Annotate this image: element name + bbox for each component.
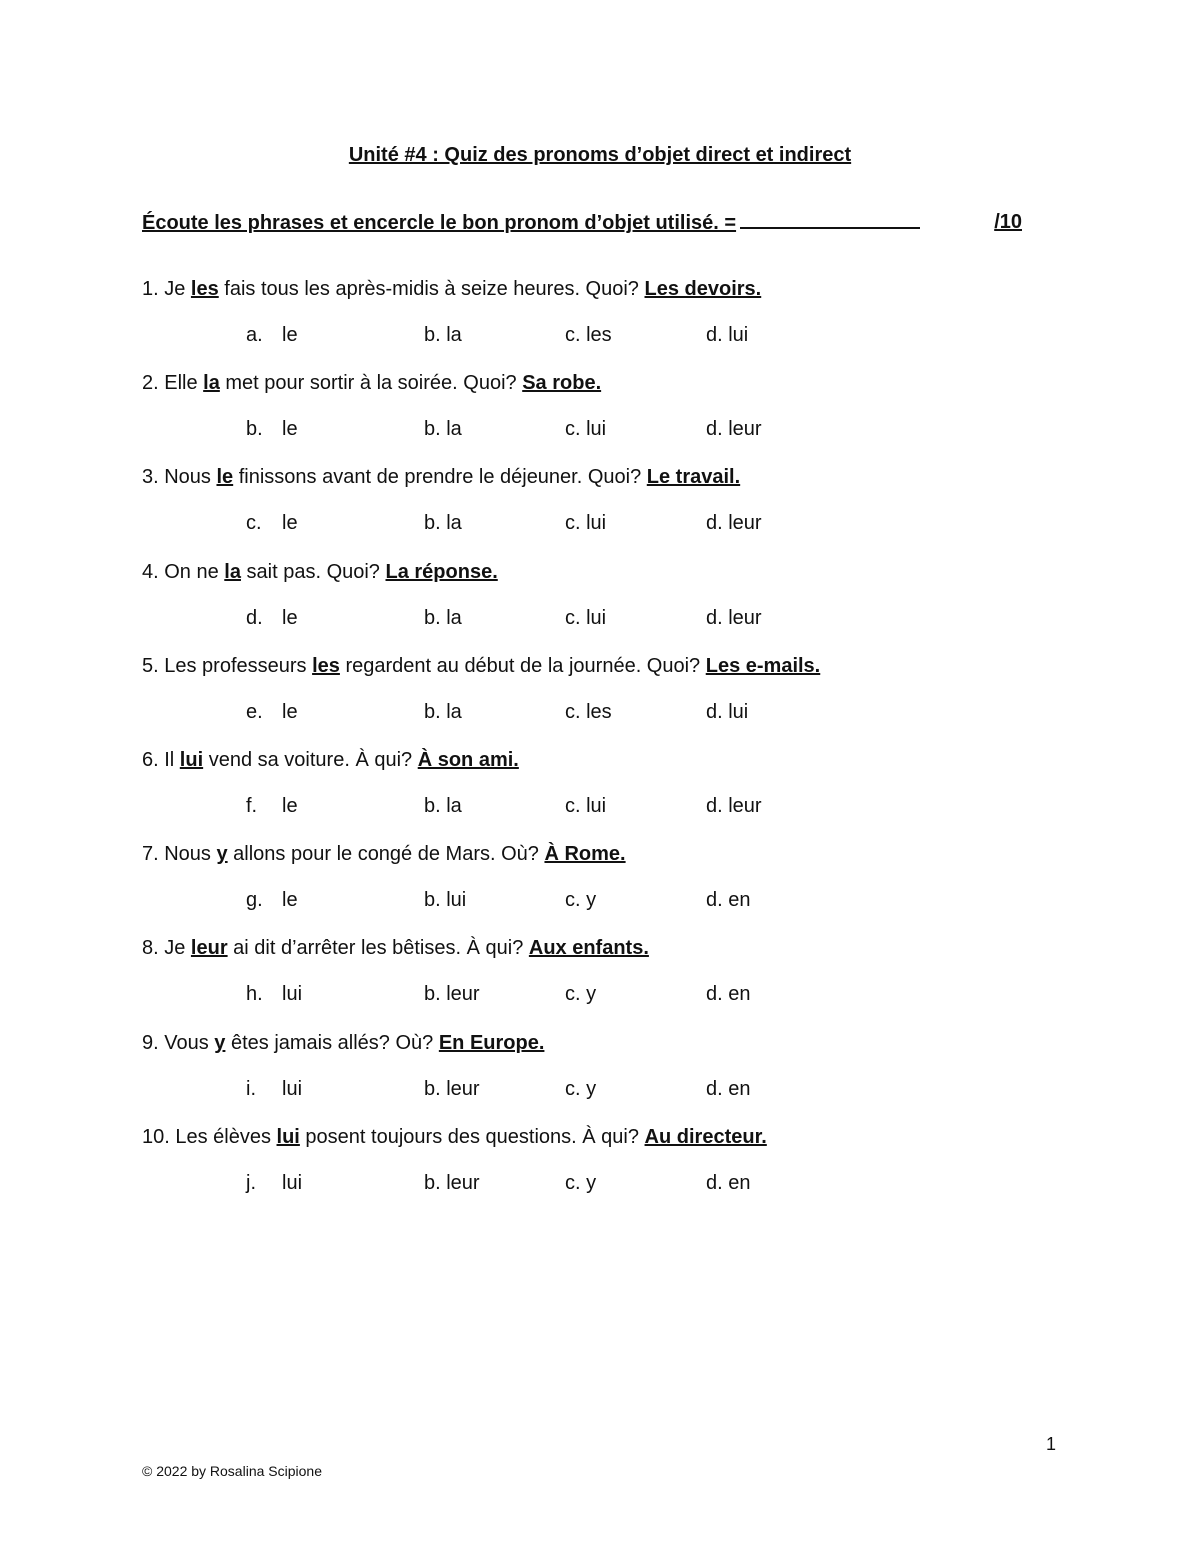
question-text: sait pas. Quoi? [240, 561, 386, 583]
options-row [0, 699, 1200, 725]
instructions [142, 209, 1022, 235]
options-row [0, 793, 1200, 819]
options-row [0, 510, 1200, 536]
question-9 [142, 1030, 1042, 1056]
option-row-letter: a. [246, 324, 263, 346]
question-text: êtes jamais allés? Où? [225, 1032, 439, 1054]
question-7 [142, 841, 1042, 867]
options-row [0, 1170, 1200, 1196]
answer-option[interactable]: c. y [565, 983, 597, 1005]
answer-option[interactable]: b. leur [424, 1078, 480, 1100]
question-text: posent toujours des questions. À qui? [299, 1126, 645, 1148]
question-pronoun: leur [190, 937, 228, 959]
question-text: 6. Il [142, 749, 180, 771]
option-row-letter: f. [246, 795, 258, 817]
answer-option[interactable]: d. lui [706, 701, 749, 723]
question-text: 7. Nous [142, 843, 217, 865]
question-8 [142, 935, 1042, 961]
question-answer: Les e-mails. [705, 655, 821, 677]
instructions-text: Écoute les phrases et encercle le bon pronom d’objet utilisé. = [142, 212, 737, 234]
question-answer: Le travail. [646, 466, 741, 488]
answer-option[interactable]: b. la [424, 701, 462, 723]
answer-option[interactable]: lui [282, 1078, 303, 1100]
answer-option[interactable]: b. la [424, 795, 462, 817]
question-text: 10. Les élèves [142, 1126, 277, 1148]
question-text: fais tous les après-midis à seize heures. Quoi? [218, 278, 645, 300]
copyright-footer: © 2022 by Rosalina Scipione [142, 1463, 322, 1479]
answer-option[interactable]: d. leur [706, 607, 762, 629]
question-3 [142, 464, 1042, 490]
answer-option[interactable]: d. leur [706, 512, 762, 534]
answer-option[interactable]: lui [282, 983, 303, 1005]
question-text: finissons avant de prendre le déjeuner. Quoi? [233, 466, 647, 488]
question-pronoun: y [214, 1032, 226, 1054]
answer-option[interactable]: le [282, 607, 298, 629]
answer-option[interactable]: b. la [424, 607, 462, 629]
question-pronoun: le [216, 466, 234, 488]
option-row-letter: g. [246, 889, 263, 911]
question-text: 1. Je [142, 278, 191, 300]
question-text: 3. Nous [142, 466, 217, 488]
question-text: ai dit d’arrêter les bêtises. À qui? [227, 937, 529, 959]
answer-option[interactable]: le [282, 512, 298, 534]
answer-option[interactable]: d. en [706, 1078, 751, 1100]
question-4 [142, 559, 1042, 585]
answer-option[interactable]: c. y [565, 1078, 597, 1100]
answer-option[interactable]: le [282, 418, 298, 440]
question-pronoun: la [224, 561, 241, 583]
question-text: 4. On ne [142, 561, 225, 583]
answer-option[interactable]: c. y [565, 1172, 597, 1194]
score-blank [740, 209, 920, 229]
answer-option[interactable]: le [282, 795, 298, 817]
answer-option[interactable]: le [282, 889, 298, 911]
answer-option[interactable]: d. lui [706, 324, 749, 346]
question-answer: À Rome. [544, 843, 626, 865]
answer-option[interactable]: b. la [424, 512, 462, 534]
answer-option[interactable]: b. leur [424, 1172, 480, 1194]
question-answer: À son ami. [417, 749, 519, 771]
score-total: /10 [994, 211, 1022, 233]
question-answer: Au directeur. [644, 1126, 767, 1148]
page-number: 1 [1046, 1434, 1057, 1454]
answer-option[interactable]: c. les [565, 701, 612, 723]
answer-option[interactable]: c. les [565, 324, 612, 346]
option-row-letter: b. [246, 418, 263, 440]
question-text: 5. Les professeurs [142, 655, 313, 677]
question-pronoun: les [312, 655, 340, 677]
question-pronoun: les [190, 278, 219, 300]
answer-option[interactable]: c. lui [565, 512, 607, 534]
question-pronoun: lui [276, 1126, 300, 1148]
answer-option[interactable]: c. lui [565, 795, 607, 817]
option-row-letter: e. [246, 701, 263, 723]
question-answer: La réponse. [385, 561, 498, 583]
question-answer: Sa robe. [522, 372, 602, 394]
answer-option[interactable]: b. lui [424, 889, 467, 911]
question-5 [142, 653, 1042, 679]
question-text: met pour sortir à la soirée. Quoi? [219, 372, 523, 394]
answer-option[interactable]: c. y [565, 889, 597, 911]
answer-option[interactable]: d. en [706, 889, 751, 911]
question-text: regardent au début de la journée. Quoi? [339, 655, 706, 677]
answer-option[interactable]: d. leur [706, 795, 762, 817]
option-row-letter: j. [246, 1172, 256, 1194]
page-title: Unité #4 : Quiz des pronoms d’objet direct et indirect [348, 144, 852, 166]
question-answer: En Europe. [438, 1032, 545, 1054]
options-row [0, 605, 1200, 631]
option-row-letter: h. [246, 983, 263, 1005]
option-row-letter: c. [246, 512, 262, 534]
option-row-letter: d. [246, 607, 263, 629]
answer-option[interactable]: le [282, 324, 298, 346]
question-2 [142, 370, 1042, 396]
answer-option[interactable]: d. leur [706, 418, 762, 440]
question-text: allons pour le congé de Mars. Où? [227, 843, 545, 865]
options-row [0, 322, 1200, 348]
options-row [0, 1076, 1200, 1102]
answer-option[interactable]: c. lui [565, 607, 607, 629]
question-answer: Les devoirs. [644, 278, 762, 300]
question-answer: Aux enfants. [528, 937, 649, 959]
question-10 [142, 1124, 1042, 1150]
question-6 [142, 747, 1042, 773]
question-pronoun: lui [179, 749, 204, 771]
options-row [0, 981, 1200, 1007]
question-text: 9. Vous [142, 1032, 215, 1054]
question-text: 2. Elle [142, 372, 204, 394]
question-1 [142, 276, 1042, 302]
answer-option[interactable]: b. la [424, 418, 462, 440]
question-pronoun: la [203, 372, 220, 394]
answer-option[interactable]: b. leur [424, 983, 480, 1005]
answer-option[interactable]: d. en [706, 1172, 751, 1194]
question-text: 8. Je [142, 937, 191, 959]
answer-option[interactable]: c. lui [565, 418, 607, 440]
answer-option[interactable]: le [282, 701, 298, 723]
option-row-letter: i. [246, 1078, 256, 1100]
answer-option[interactable]: lui [282, 1172, 303, 1194]
options-row [0, 887, 1200, 913]
question-text: vend sa voiture. À qui? [203, 749, 418, 771]
question-pronoun: y [216, 843, 228, 865]
answer-option[interactable]: b. la [424, 324, 462, 346]
options-row [0, 416, 1200, 442]
answer-option[interactable]: d. en [706, 983, 751, 1005]
